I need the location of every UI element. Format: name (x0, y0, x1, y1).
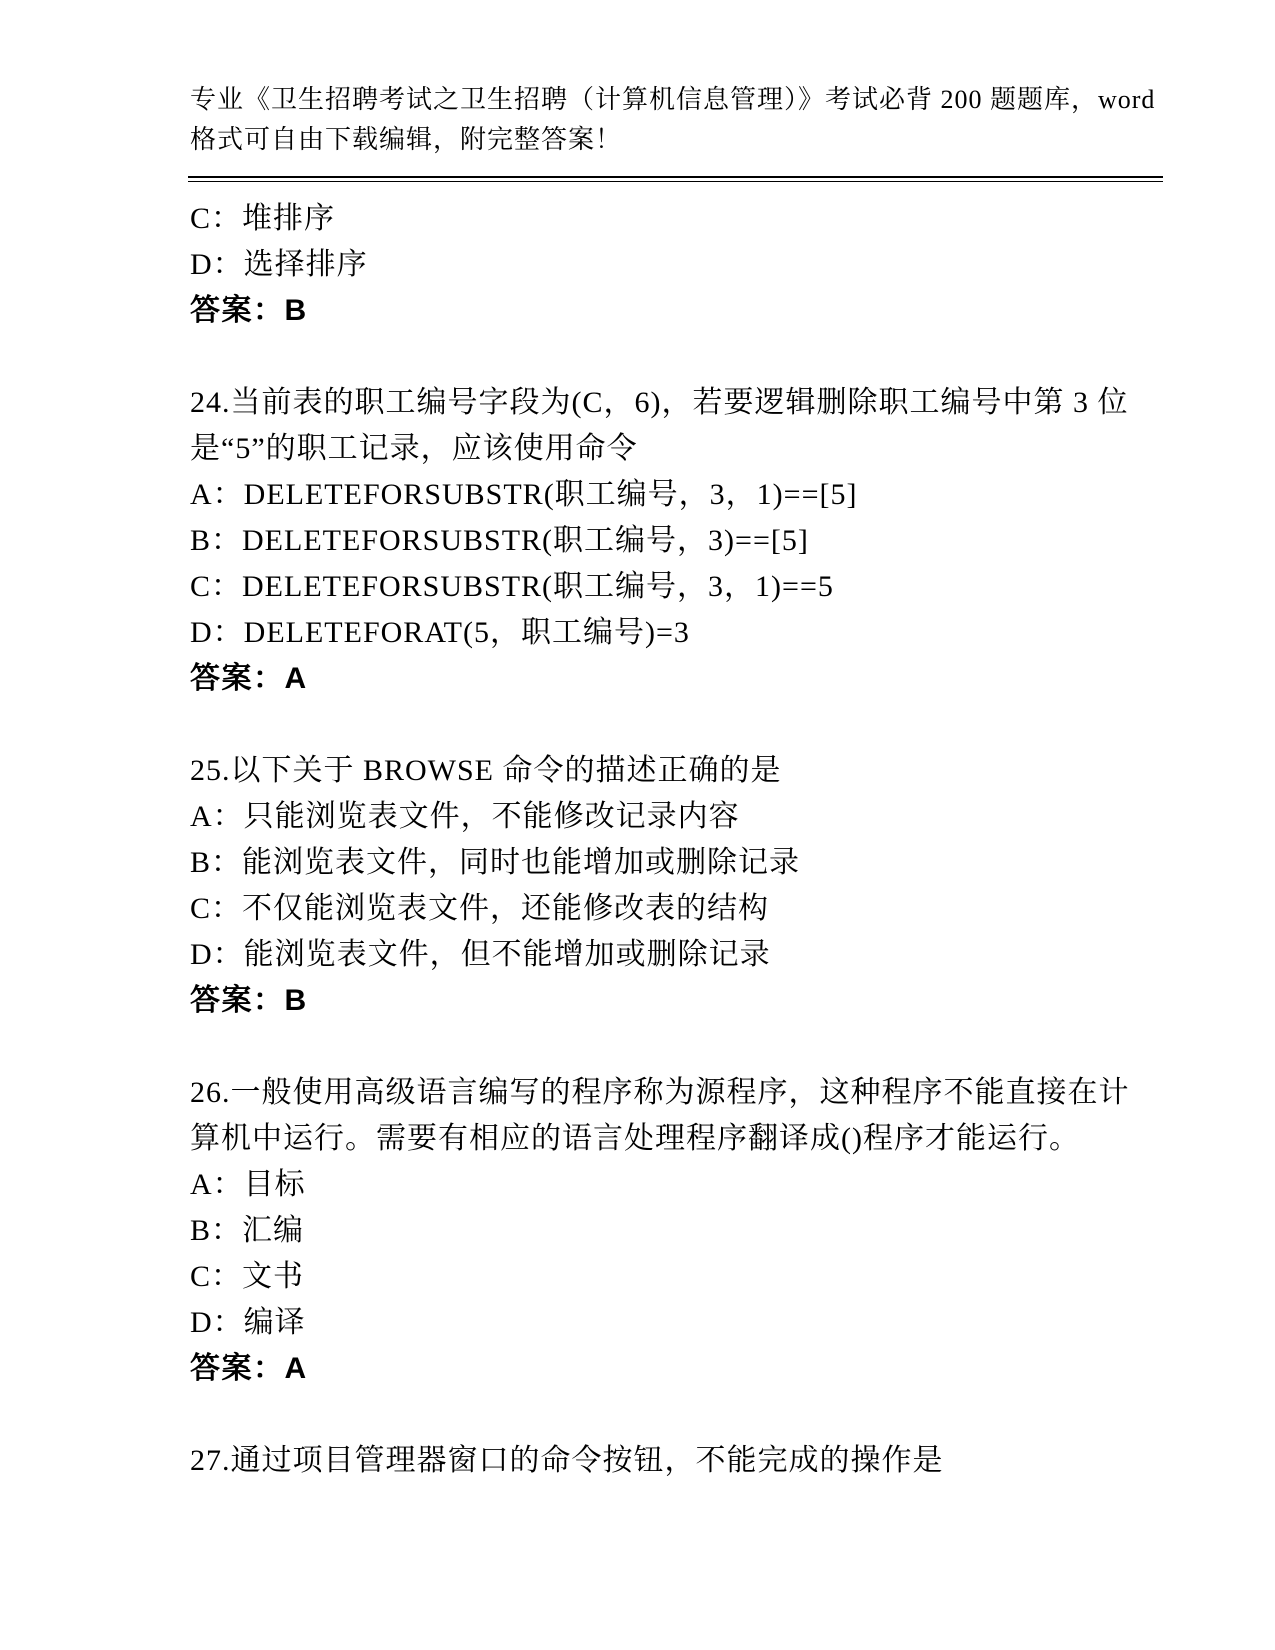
option-line: C：DELETEFORSUBSTR(职工编号，3，1)==5 (190, 570, 834, 603)
document-header (190, 0, 1165, 160)
question-list (190, 196, 1200, 1484)
question-block (190, 380, 1200, 702)
question-block (190, 1070, 1200, 1392)
option-line: D：选择排序 (190, 248, 368, 281)
option-line: D：编译 (190, 1306, 306, 1339)
question-block (190, 196, 1200, 334)
option-line: A：DELETEFORSUBSTR(职工编号，3，1)==[5] (190, 478, 858, 511)
option-line: B：能浏览表文件，同时也能增加或删除记录 (190, 846, 801, 879)
header-line: 格式可自由下载编辑，附完整答案！ (190, 125, 623, 154)
question-block (190, 1438, 1200, 1484)
question-text-line: 26.一般使用高级语言编写的程序称为源程序，这种程序不能直接在计 (190, 1076, 1130, 1109)
option-line: C：堆排序 (190, 202, 336, 235)
header-divider-rule (188, 176, 1163, 182)
option-line: B：汇编 (190, 1214, 305, 1247)
answer-line: 答案：A (190, 1352, 308, 1385)
option-line: D：DELETEFORAT(5，职工编号)=3 (190, 616, 690, 649)
question-text-line: 27.通过项目管理器窗口的命令按钮，不能完成的操作是 (190, 1444, 944, 1477)
answer-line: 答案：B (190, 294, 308, 327)
question-text-line: 24.当前表的职工编号字段为(C，6)，若要逻辑删除职工编号中第 3 位 (190, 386, 1129, 419)
question-text-line: 是“5”的职工记录，应该使用命令 (190, 432, 638, 465)
question-text-line: 算机中运行。需要有相应的语言处理程序翻译成()程序才能运行。 (190, 1122, 1080, 1155)
question-text-line: 25.以下关于 BROWSE 命令的描述正确的是 (190, 754, 782, 787)
option-line: C：不仅能浏览表文件，还能修改表的结构 (190, 892, 770, 925)
option-line: C：文书 (190, 1260, 305, 1293)
answer-line: 答案：B (190, 984, 308, 1017)
option-line: B：DELETEFORSUBSTR(职工编号，3)==[5] (190, 524, 809, 557)
header-line: 专业《卫生招聘考试之卫生招聘（计算机信息管理）》考试必背 200 题题库，word (190, 85, 1156, 114)
answer-line: 答案：A (190, 662, 308, 695)
option-line: A：只能浏览表文件，不能修改记录内容 (190, 800, 740, 833)
option-line: A：目标 (190, 1168, 306, 1201)
question-block (190, 748, 1200, 1024)
option-line: D：能浏览表文件，但不能增加或删除记录 (190, 938, 771, 971)
